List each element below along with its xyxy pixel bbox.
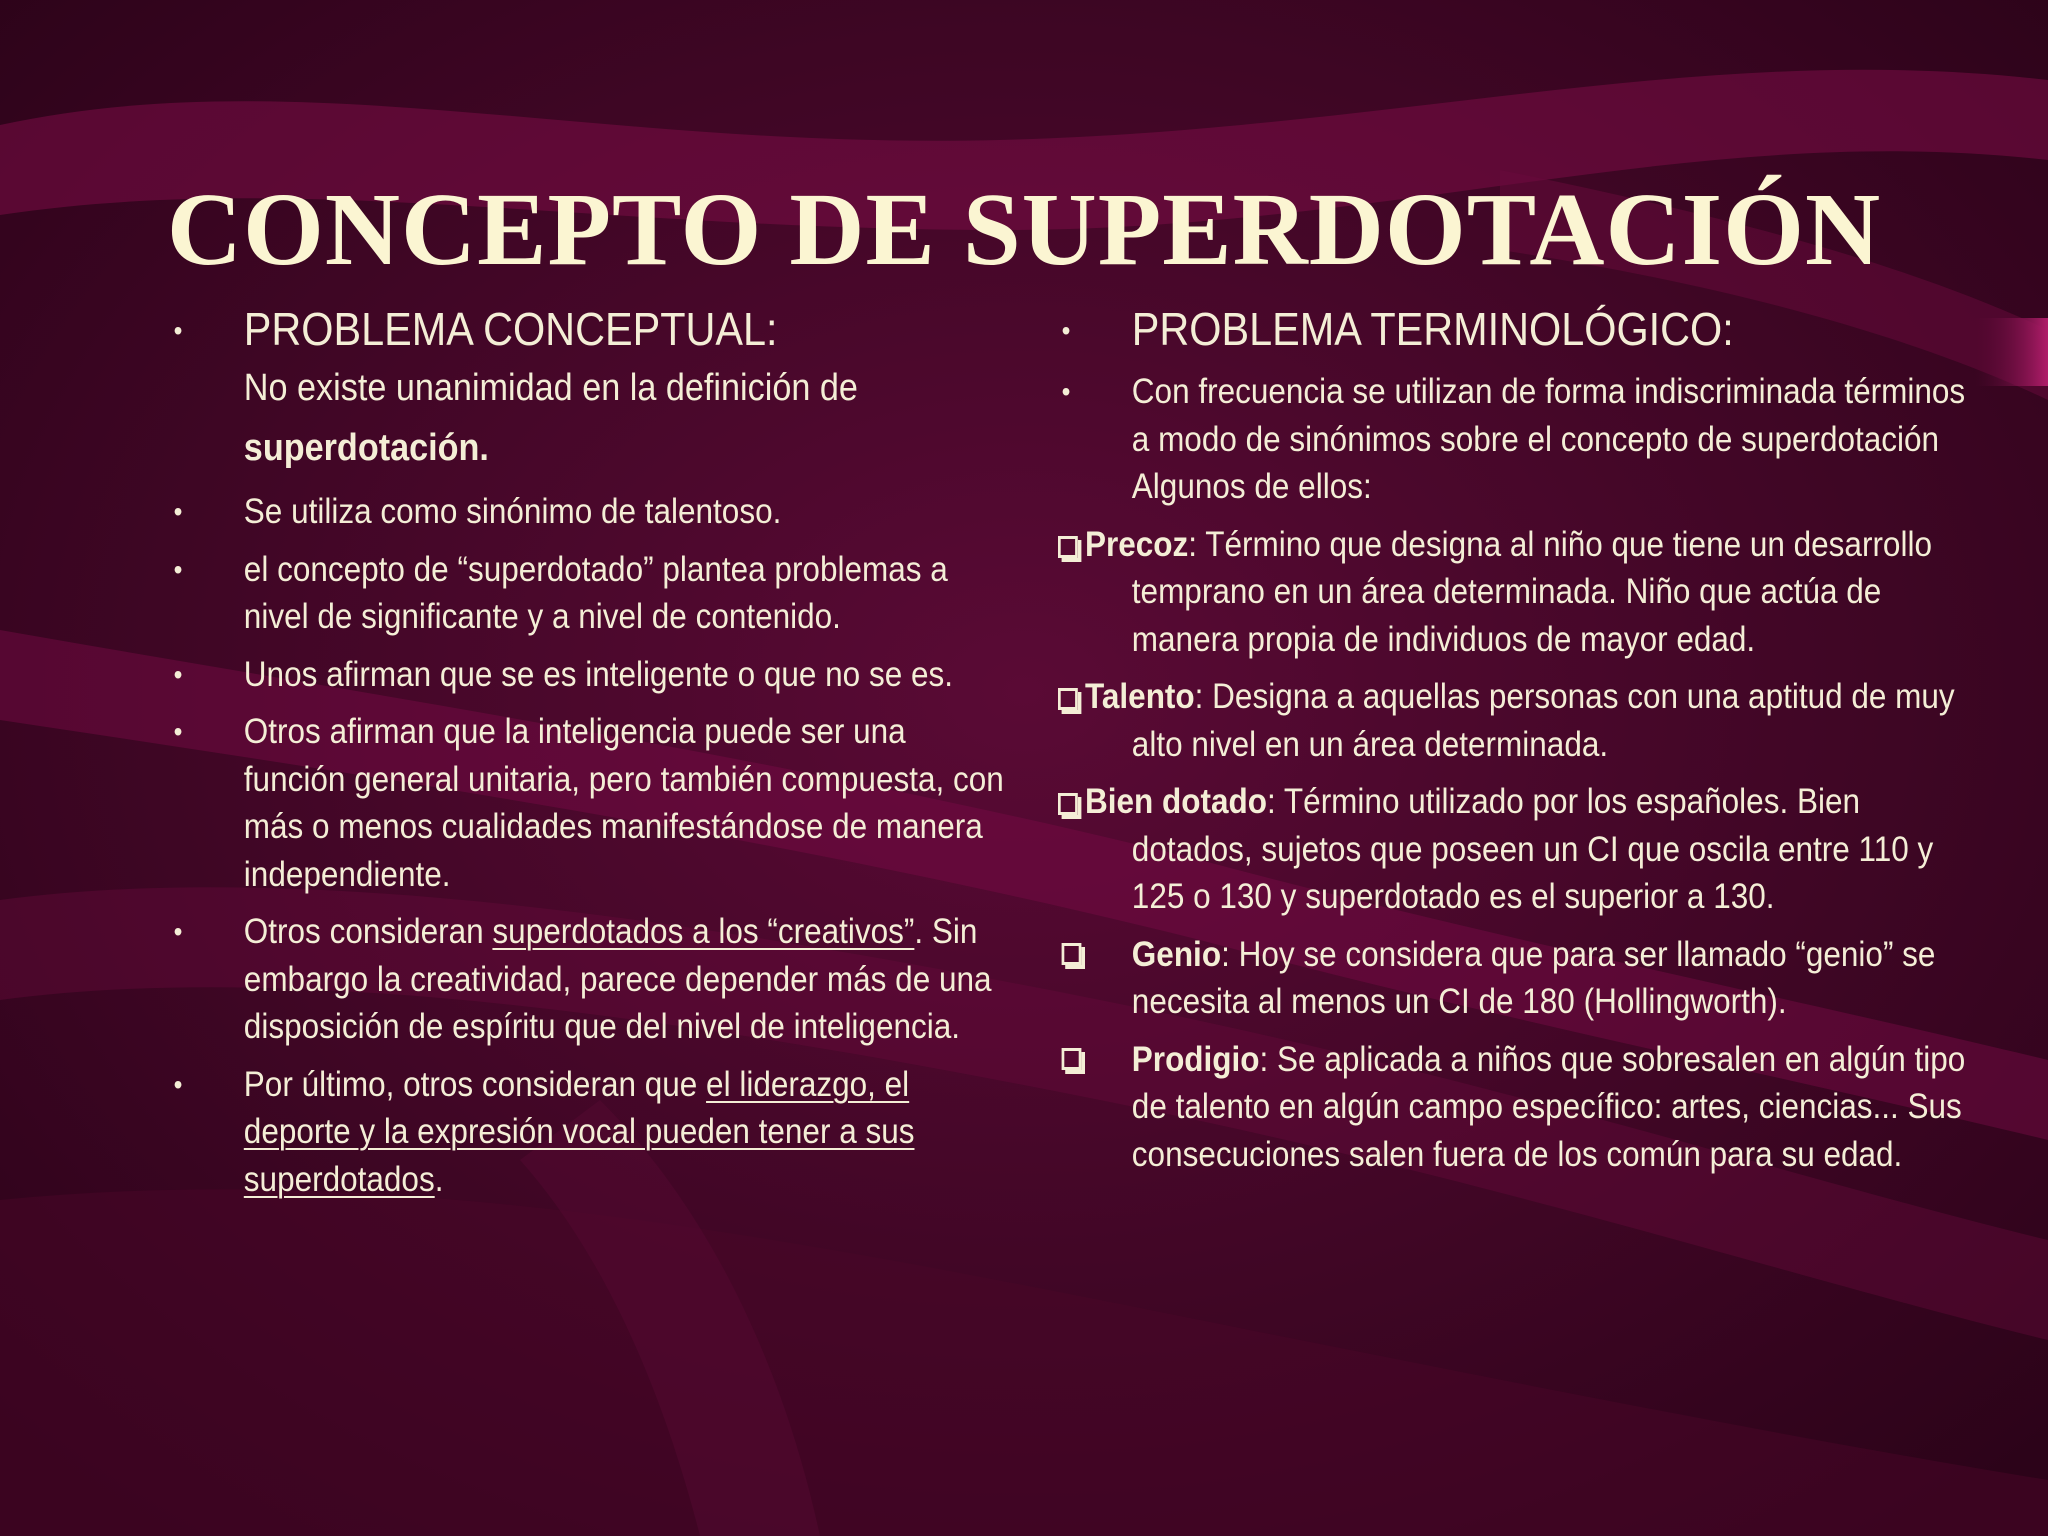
checkbox-bullet-icon bbox=[1058, 688, 1078, 710]
checkbox-bullet-icon bbox=[1062, 943, 1082, 965]
bullet-icon: • bbox=[173, 553, 183, 585]
list-item-liderazgo: • Por último, otros consideran que el liderazgo, el deporte y la expresión vocal pueden tener a sus superdotados. bbox=[170, 1061, 1009, 1204]
list-item: • Unos afirman que se es inteligente o que no se es. bbox=[170, 651, 1009, 699]
bullet-icon: • bbox=[173, 315, 183, 346]
term-item-genio: Genio: Hoy se considera que para ser llamado “genio” se necesita al menos un CI de 180 (Hollingworth). bbox=[1058, 931, 1977, 1026]
list-item-creativos: • Otros consideran superdotados a los “creativos”. Sin embargo la creatividad, parece depender más de una disposición de espíritu que del nivel de inteligencia. bbox=[170, 908, 1009, 1051]
bullet-icon: • bbox=[173, 716, 183, 747]
checkbox-bullet-icon bbox=[1062, 1048, 1082, 1070]
term-item-bien-dotado: Bien dotado: Término utilizado por los españoles. Bien dotados, sujetos que poseen un CI que oscila entre 110 y 125 o 130 y superdotado es el superior a 130. bbox=[1058, 778, 1977, 921]
bullet-icon: • bbox=[173, 496, 183, 527]
list-item-intro: • Con frecuencia se utilizan de forma indiscriminada términos a modo de sinónimos sobre el concepto de superdotación Algunos de ellos: bbox=[1058, 368, 1977, 511]
term-item-precoz: Precoz: Término que designa al niño que tiene un desarrollo temprano en un área determinada. Niño que actúa de manera propia de individuos de mayor edad. bbox=[1058, 521, 1977, 664]
slide-title: CONCEPTO DE SUPERDOTACIÓN bbox=[166, 171, 1882, 287]
heading-conceptual-sub: No existe unanimidad en la definición de superdotación. bbox=[243, 367, 858, 469]
bullet-icon: • bbox=[173, 916, 183, 947]
list-item-heading-conceptual bbox=[170, 300, 1009, 478]
list-item-heading-terminologico bbox=[1058, 300, 1977, 358]
heading-conceptual: PROBLEMA CONCEPTUAL: bbox=[243, 303, 778, 355]
checkbox-bullet-icon bbox=[1058, 793, 1078, 815]
bullet-icon: • bbox=[173, 658, 183, 690]
list-item: • Otros afirman que la inteligencia puede ser una función general unitaria, pero también compuesta, con más o menos cualidades manifestándose de manera independiente. bbox=[170, 708, 1009, 898]
bullet-icon: • bbox=[173, 1068, 183, 1100]
right-column bbox=[1058, 300, 1978, 1188]
list-item: • Se utiliza como sinónimo de talentoso. bbox=[170, 488, 1009, 536]
left-column bbox=[170, 300, 1010, 1213]
heading-terminologico: PROBLEMA TERMINOLÓGICO: bbox=[1131, 303, 1734, 355]
term-item-talento: Talento: Designa a aquellas personas con una aptitud de muy alto nivel en un área determinada. bbox=[1058, 673, 1977, 768]
conceptual-list bbox=[170, 300, 1010, 1203]
term-superdotacion: superdotación. bbox=[243, 427, 489, 469]
bullet-icon: • bbox=[1061, 315, 1071, 346]
list-item: • el concepto de “superdotado” plantea problemas a nivel de significante y a nivel de contenido. bbox=[170, 546, 1009, 641]
terminologico-list bbox=[1058, 300, 1978, 1178]
bullet-icon: • bbox=[1061, 376, 1071, 407]
link-creativos[interactable]: superdotados a los “creativos” bbox=[492, 912, 915, 951]
term-item-prodigio: Prodigio: Se aplicada a niños que sobresalen en algún tipo de talento en algún campo específico: artes, ciencias... Sus consecuciones salen fuera de los común para su edad. bbox=[1058, 1036, 1977, 1179]
checkbox-bullet-icon bbox=[1058, 536, 1078, 558]
link-liderazgo[interactable]: el liderazgo, el deporte y la expresión vocal pueden tener a sus superdotados bbox=[243, 1064, 915, 1199]
